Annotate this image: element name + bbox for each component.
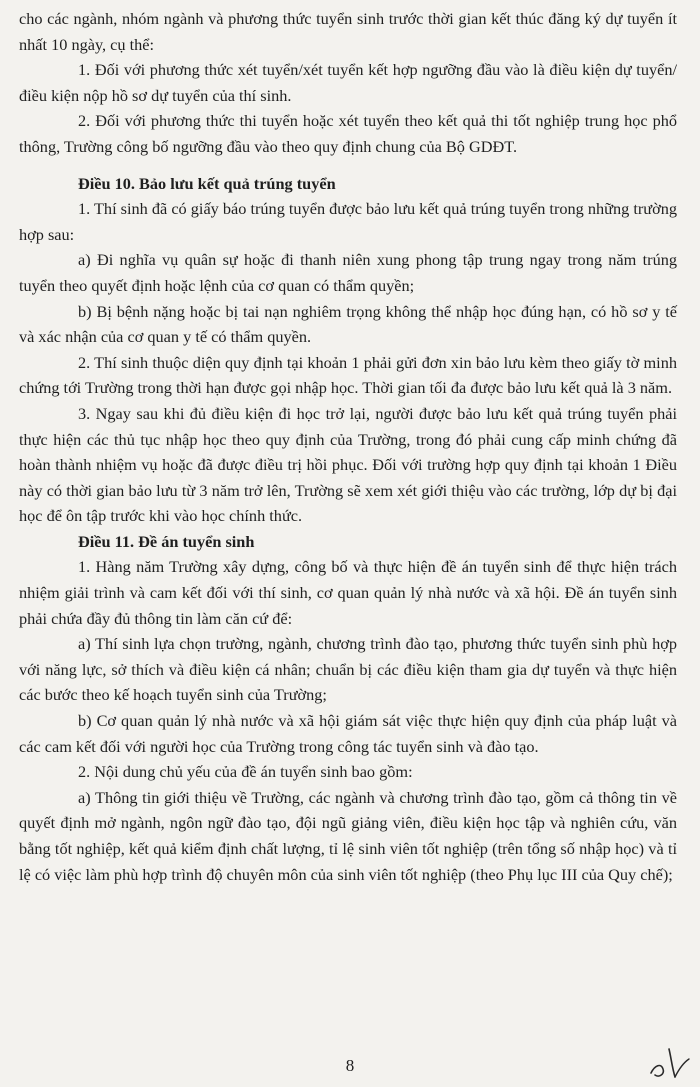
paragraph-intro: cho các ngành, nhóm ngành và phương thức tuyển sinh trước thời gian kết thúc đăng ký dự tuyển ít nhất 10 ngày, cụ thể: xyxy=(19,9,677,54)
article-11-heading: Điều 11. Đề án tuyển sinh xyxy=(78,531,255,551)
article-10-clause-1b: b) Bị bệnh nặng hoặc bị tai nạn nghiêm trọng không thể nhập học đúng hạn, có hồ sơ y tế và xác nhận của cơ quan y tế có thẩm quyền. xyxy=(19,301,677,347)
document-body xyxy=(19,6,677,887)
page-number: 8 xyxy=(345,1056,355,1075)
article-10-clause-3: 3. Ngay sau khi đủ điều kiện đi học trở lại, người được bảo lưu kết quả trúng tuyển phải thực hiện các thủ tục nhập học theo quy định của Trường, trong đó phải cung cấp minh chứng đã hoàn thành nhiệm vụ hoặc đã được điều trị hồi phục. Đối với trường hợp quy định tại khoản 1 Điều này có thời gian bảo lưu từ 3 năm trở lên, Trường sẽ xem xét giới thiệu vào các trường, lớp dự bị đại học để ôn tập trước khi vào học chính thức. xyxy=(19,403,677,526)
article-11-clause-1a: a) Thí sinh lựa chọn trường, ngành, chương trình đào tạo, phương thức tuyển sinh phù hợp với năng lực, sở thích và điều kiện cá nhân; chuẩn bị các điều kiện tham gia dự tuyển và thực hiện các bước theo kế hoạch tuyển sinh của Trường; xyxy=(19,634,677,705)
article-11-clause-2a: a) Thông tin giới thiệu về Trường, các ngành và chương trình đào tạo, gồm cả thông tin về quyết định mở ngành, ngôn ngữ đào tạo, đội ngũ giảng viên, điều kiện học tập và nghiên cứu, văn bằng tốt nghiệp, kết quả kiểm định chất lượng, tỉ lệ sinh viên tốt nghiệp (trên tổng số nhập học) và tỉ lệ có việc làm phù hợp trình độ chuyên môn của sinh viên tốt nghiệp (theo Phụ lục III của Quy chế); xyxy=(19,787,677,884)
article-11-clause-1: 1. Hàng năm Trường xây dựng, công bố và thực hiện đề án tuyển sinh để thực hiện trách nhiệm giải trình và cam kết đối với thí sinh, cơ quan quản lý nhà nước và xã hội. Đề án tuyển sinh phải chứa đầy đủ thông tin làm căn cứ để: xyxy=(19,557,677,628)
article-11-clause-1b: b) Cơ quan quản lý nhà nước và xã hội giám sát việc thực hiện quy định của pháp luật và các cam kết đối với người học của Trường trong công tác tuyển sinh và đào tạo. xyxy=(19,711,677,756)
initials-signature-icon xyxy=(645,1043,695,1083)
article-10-clause-1: 1. Thí sinh đã có giấy báo trúng tuyển được bảo lưu kết quả trúng tuyển trong những trường hợp sau: xyxy=(19,199,677,244)
article-10-clause-1a: a) Đi nghĩa vụ quân sự hoặc đi thanh niên xung phong tập trung ngay trong năm trúng tuyển theo quyết định hoặc lệnh của cơ quan có thẩm quyền; xyxy=(19,250,677,295)
paragraph-clause-2: 2. Đối với phương thức thi tuyển hoặc xét tuyển theo kết quả thi tốt nghiệp trung học phổ thông, Trường công bố ngưỡng đầu vào theo quy định chung của Bộ GDĐT. xyxy=(19,111,677,156)
article-10-heading: Điều 10. Bảo lưu kết quả trúng tuyển xyxy=(78,173,336,193)
paragraph-clause-1: 1. Đối với phương thức xét tuyển/xét tuyển kết hợp ngưỡng đầu vào là điều kiện dự tuyển/điều kiện nộp hồ sơ dự tuyển của thí sinh. xyxy=(19,60,677,105)
article-10-clause-2: 2. Thí sinh thuộc diện quy định tại khoản 1 phải gửi đơn xin bảo lưu kèm theo giấy tờ minh chứng tới Trường trong thời hạn được gọi nhập học. Thời gian tối đa được bảo lưu kết quả là 3 năm. xyxy=(19,352,677,398)
article-11-clause-2: 2. Nội dung chủ yếu của đề án tuyển sinh bao gồm: xyxy=(78,762,413,782)
